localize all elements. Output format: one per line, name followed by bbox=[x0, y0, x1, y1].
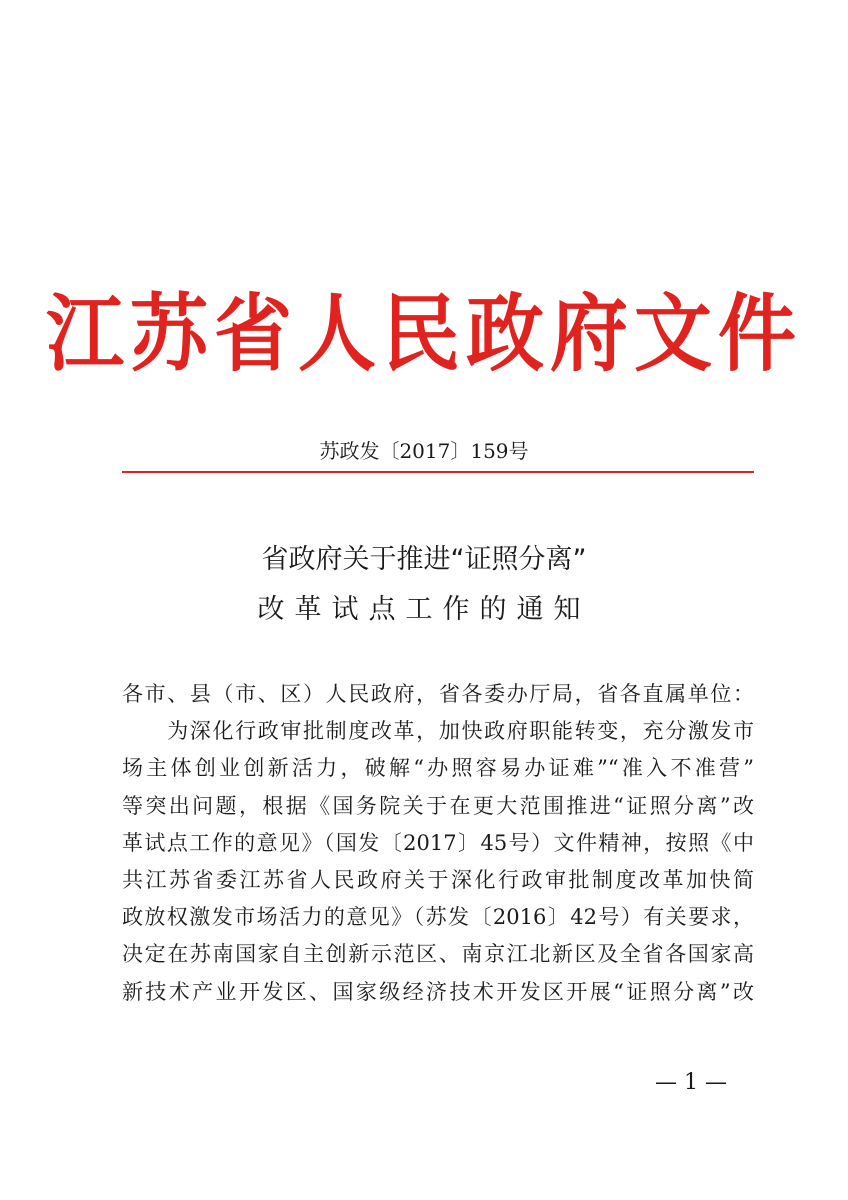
document-title-line-1: 省政府关于推进“证照分离” bbox=[261, 544, 587, 575]
red-divider-line bbox=[122, 471, 754, 473]
body-line: 革试点工作的意见》（国发〔2017〕45号）文件精神，按照《中 bbox=[122, 830, 754, 855]
body-line: 新技术产业开发区、国家级经济技术开发区开展“证照分离”改 bbox=[122, 979, 754, 1004]
page-number: — 1 — bbox=[655, 1070, 727, 1095]
issuer-title: 江苏省人民政府文件 bbox=[45, 286, 802, 384]
body-line: 场主体创业创新活力，破解“办照容易办证难”“准入不准营” bbox=[122, 756, 754, 781]
document-title bbox=[0, 535, 848, 635]
body-line: 等突出问题，根据《国务院关于在更大范围推进“证照分离”改 bbox=[122, 793, 754, 818]
body-line: 决定在苏南国家自主创新示范区、南京江北新区及全省各国家高 bbox=[122, 942, 754, 967]
body-text bbox=[122, 676, 754, 1011]
body-line: 各市、县（市、区）人民政府，省各委办厅局，省各直属单位： bbox=[122, 682, 754, 706]
document-number: 苏政发〔2017〕159号 bbox=[319, 439, 529, 463]
body-line: 政放权激发市场活力的意见》（苏发〔2016〕42号）有关要求， bbox=[122, 905, 754, 930]
body-line: 为深化行政审批制度改革，加快政府职能转变，充分激发市 bbox=[122, 719, 754, 744]
body-line: 共江苏省委江苏省人民政府关于深化行政审批制度改革加快简 bbox=[122, 868, 754, 893]
document-title-line-2: 改革试点工作的通知 bbox=[257, 594, 591, 625]
